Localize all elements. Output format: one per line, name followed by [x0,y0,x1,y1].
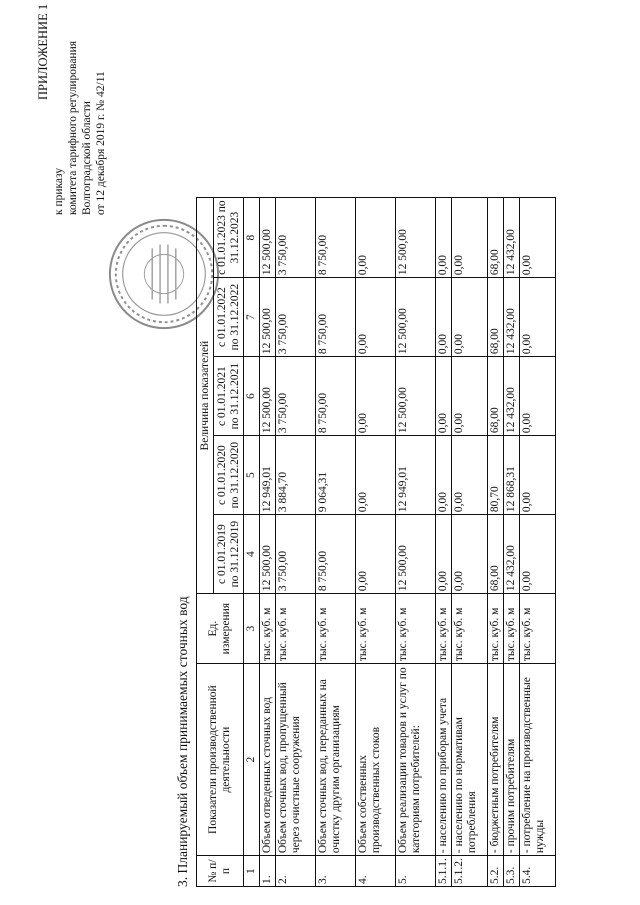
row-name: - потребление на производственные нужды [520,664,556,856]
table-row [316,198,356,887]
col-number: 3 [244,594,260,664]
section-title: 3. Планируемый объем принимаемых сточных вод [175,596,190,887]
table-row [396,198,436,887]
row-unit: тыс. куб. м [436,594,452,664]
row-unit: тыс. куб. м [520,594,556,664]
row-value: 0,00 [356,278,396,357]
row-value: 12 500,00 [260,357,276,436]
row-value: 12 500,00 [396,515,436,594]
row-value: 0,00 [356,357,396,436]
header-num: № п/п [197,856,244,887]
row-name: Объем сточных вод, переданных на очистку другим организациям [316,664,356,856]
table-row [276,198,316,887]
row-num: 5.4. [520,856,556,887]
row-num: 5.1.2. [452,856,488,887]
row-value: 12 500,00 [396,198,436,278]
row-value: 68,00 [488,278,504,357]
row-value: 0,00 [436,357,452,436]
row-value: 12 500,00 [260,515,276,594]
row-value: 8 750,00 [316,357,356,436]
col-number: 1 [244,856,260,887]
header-period: с 01.01.2022 по 31.12.2022 [214,278,244,357]
row-value: 12 949,01 [260,436,276,515]
header-period: с 01.01.2019 по 31.12.2019 [214,515,244,594]
row-unit: тыс. куб. м [396,594,436,664]
plan-table [196,197,556,887]
col-number: 4 [244,515,260,594]
appendix-line: Волгоградской области [81,101,93,215]
row-value: 3 750,00 [276,357,316,436]
row-value: 3 750,00 [276,278,316,357]
row-unit: тыс. куб. м [276,594,316,664]
row-value: 68,00 [488,198,504,278]
row-value: 0,00 [520,357,556,436]
row-value: 12 432,00 [504,515,520,594]
row-num: 5.1.1. [436,856,452,887]
row-name: - населению по приборам учета [436,664,452,856]
row-value: 12 868,31 [504,436,520,515]
row-num: 5. [396,856,436,887]
row-value: 0,00 [452,436,488,515]
row-num: 5.3. [504,856,520,887]
row-value: 12 432,00 [504,357,520,436]
row-value: 80,70 [488,436,504,515]
appendix-block [36,5,108,215]
row-value: 12 500,00 [260,198,276,278]
row-value: 0,00 [356,436,396,515]
row-value: 8 750,00 [316,515,356,594]
row-num: 1. [260,856,276,887]
row-value: 0,00 [356,515,396,594]
row-unit: тыс. куб. м [260,594,276,664]
row-value: 0,00 [452,357,488,436]
row-value: 0,00 [356,198,396,278]
row-num: 2. [276,856,316,887]
table-row [504,198,520,887]
header-unit: Ед. измерения [197,594,244,664]
row-unit: тыс. куб. м [488,594,504,664]
row-value: 0,00 [520,198,556,278]
row-value: 9 064,31 [316,436,356,515]
row-name: - населению по нормативам потребления [452,664,488,856]
row-value: 3 750,00 [276,515,316,594]
row-value: 12 500,00 [396,357,436,436]
table-row [356,198,396,887]
row-value: 0,00 [452,515,488,594]
table-row [260,198,276,887]
row-value: 3 750,00 [276,198,316,278]
table-row [520,198,556,887]
table-row [452,198,488,887]
col-number: 5 [244,436,260,515]
row-value: 12 432,00 [504,198,520,278]
row-unit: тыс. куб. м [504,594,520,664]
row-name: Объем собственных производственных стоков [356,664,396,856]
row-value: 12 500,00 [396,278,436,357]
col-number: 2 [244,664,260,856]
col-number: 7 [244,278,260,357]
row-value: 0,00 [436,278,452,357]
row-name: - прочим потребителям [504,664,520,856]
appendix-line: комитета тарифного регулирования [67,40,79,215]
row-unit: тыс. куб. м [356,594,396,664]
row-num: 3. [316,856,356,887]
row-num: 5.2. [488,856,504,887]
row-num: 4. [356,856,396,887]
row-value: 68,00 [488,515,504,594]
row-value: 0,00 [436,515,452,594]
row-value: 3 884,70 [276,436,316,515]
row-value: 0,00 [436,436,452,515]
row-value: 68,00 [488,357,504,436]
header-value-group: Величина показателей [197,198,214,594]
row-value: 0,00 [520,278,556,357]
row-value: 12 500,00 [260,278,276,357]
row-name: Объем сточных вод, пропущенный через очистные сооружения [276,664,316,856]
appendix-line: от 12 декабря 2019 г. № 42/11 [95,71,107,215]
row-name: Объем реализации товаров и услуг по категориям потребителей: [396,664,436,856]
row-unit: тыс. куб. м [452,594,488,664]
header-period: с 01.01.2021 по 31.12.2021 [214,357,244,436]
row-name: - бюджетным потребителям [488,664,504,856]
row-name: Объем отведенных сточных вод [260,664,276,856]
appendix-title: ПРИЛОЖЕНИЕ 1 [36,3,50,100]
table-row [436,198,452,887]
row-value: 0,00 [452,278,488,357]
appendix-line: к приказу [53,167,65,215]
row-value: 0,00 [436,198,452,278]
header-period: с 01.01.2023 по 31.12.2023 [214,198,244,278]
row-value: 0,00 [520,436,556,515]
col-number: 6 [244,357,260,436]
header-indicator: Показатели производственной деятельности [197,664,244,856]
col-number: 8 [244,198,260,278]
header-period: с 01.01.2020 по 31.12.2020 [214,436,244,515]
row-value: 8 750,00 [316,198,356,278]
row-value: 8 750,00 [316,278,356,357]
table-row [488,198,504,887]
row-value: 0,00 [520,515,556,594]
row-unit: тыс. куб. м [316,594,356,664]
row-value: 12 949,01 [396,436,436,515]
row-value: 0,00 [452,198,488,278]
row-value: 12 432,00 [504,278,520,357]
